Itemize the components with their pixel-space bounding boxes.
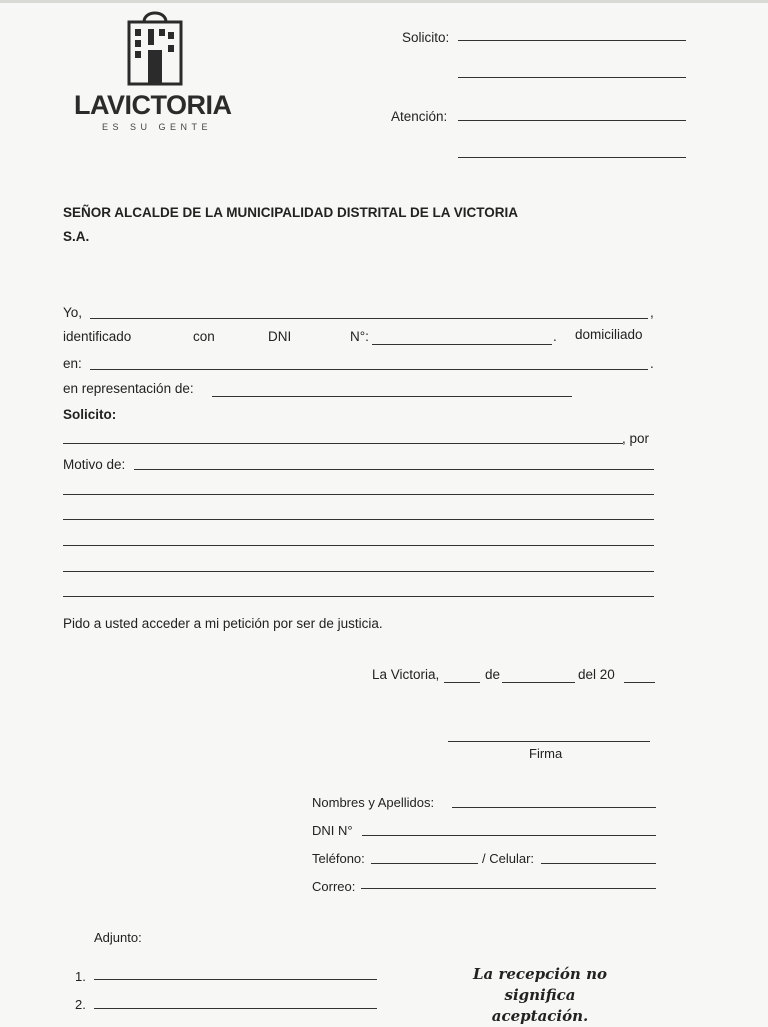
building-bag-icon — [122, 8, 188, 88]
name-field[interactable] — [90, 318, 648, 319]
motivo-label: Motivo de: — [63, 457, 126, 472]
adjunto-label: Adjunto: — [94, 930, 142, 945]
atencion-label: Atención: — [391, 109, 448, 124]
solicito-field-2[interactable] — [458, 77, 686, 78]
reception-note — [440, 964, 640, 1027]
solicito-body-field[interactable] — [63, 443, 623, 444]
solicito-label: Solicito: — [402, 30, 450, 45]
dni-label: DNI — [268, 329, 292, 344]
motivo-line-3[interactable] — [63, 519, 654, 520]
en-label: en: — [63, 356, 82, 371]
nombres-label: Nombres y Apellidos: — [312, 795, 435, 810]
telefono-field[interactable] — [371, 863, 478, 864]
representacion-label: en representación de: — [63, 381, 194, 396]
address-field[interactable] — [90, 369, 648, 370]
reception-note-line-1: La recepción no significa — [473, 965, 607, 1004]
month-field[interactable] — [502, 682, 575, 683]
dni-contact-field[interactable] — [362, 835, 656, 836]
en-period: . — [650, 356, 654, 371]
correo-label: Correo: — [312, 879, 356, 894]
logo — [74, 8, 249, 136]
date-place: La Victoria, — [372, 667, 440, 682]
atencion-field[interactable] — [458, 120, 686, 121]
adjunto-item-1-field[interactable] — [94, 979, 377, 980]
logo-name: LAVICTORIA — [74, 90, 232, 120]
yo-comma: , — [650, 305, 654, 320]
adjunto-item-2-number: 2. — [75, 997, 86, 1012]
con-label: con — [193, 329, 215, 344]
domiciliado-label: domiciliado — [575, 327, 643, 342]
solicito-heading: Solicito: — [63, 407, 117, 422]
celular-label: / Celular: — [482, 851, 535, 866]
nombres-field[interactable] — [452, 807, 656, 808]
addressee-line-1: SEÑOR ALCALDE DE LA MUNICIPALIDAD DISTRITAL DE LA VICTORIA — [63, 205, 518, 220]
motivo-field[interactable] — [134, 469, 654, 470]
yo-label: Yo, — [63, 305, 83, 320]
year-field[interactable] — [624, 682, 655, 683]
dni-field[interactable] — [372, 344, 552, 345]
motivo-line-4[interactable] — [63, 545, 654, 546]
correo-field[interactable] — [361, 888, 656, 889]
solicito-field[interactable] — [458, 40, 686, 41]
identificado-label: identificado — [63, 329, 132, 344]
adjunto-item-2-field[interactable] — [94, 1008, 377, 1009]
celular-field[interactable] — [541, 863, 656, 864]
date-de: de — [485, 667, 501, 682]
motivo-line-2[interactable] — [63, 494, 654, 495]
por-label: , por — [622, 431, 650, 446]
reception-note-line-2: aceptación. — [491, 1007, 589, 1025]
logo-tagline: ES SU GENTE — [102, 122, 213, 132]
atencion-field-2[interactable] — [458, 157, 686, 158]
signature-field[interactable] — [448, 741, 650, 742]
numero-label: N°: — [350, 329, 369, 344]
motivo-line-6[interactable] — [63, 596, 654, 597]
page-edge — [0, 0, 768, 3]
dni-contact-label: DNI N° — [312, 823, 353, 838]
telefono-label: Teléfono: — [312, 851, 365, 866]
dni-period: . — [553, 329, 557, 344]
date-del: del 20 — [578, 667, 615, 682]
motivo-line-5[interactable] — [63, 571, 654, 572]
peticion-text: Pido a usted acceder a mi petición por ser de justicia. — [63, 616, 383, 631]
adjunto-item-1-number: 1. — [75, 969, 86, 984]
addressee-line-2: S.A. — [63, 229, 90, 244]
representacion-field[interactable] — [212, 396, 572, 397]
firma-label: Firma — [529, 746, 563, 761]
day-field[interactable] — [444, 682, 480, 683]
